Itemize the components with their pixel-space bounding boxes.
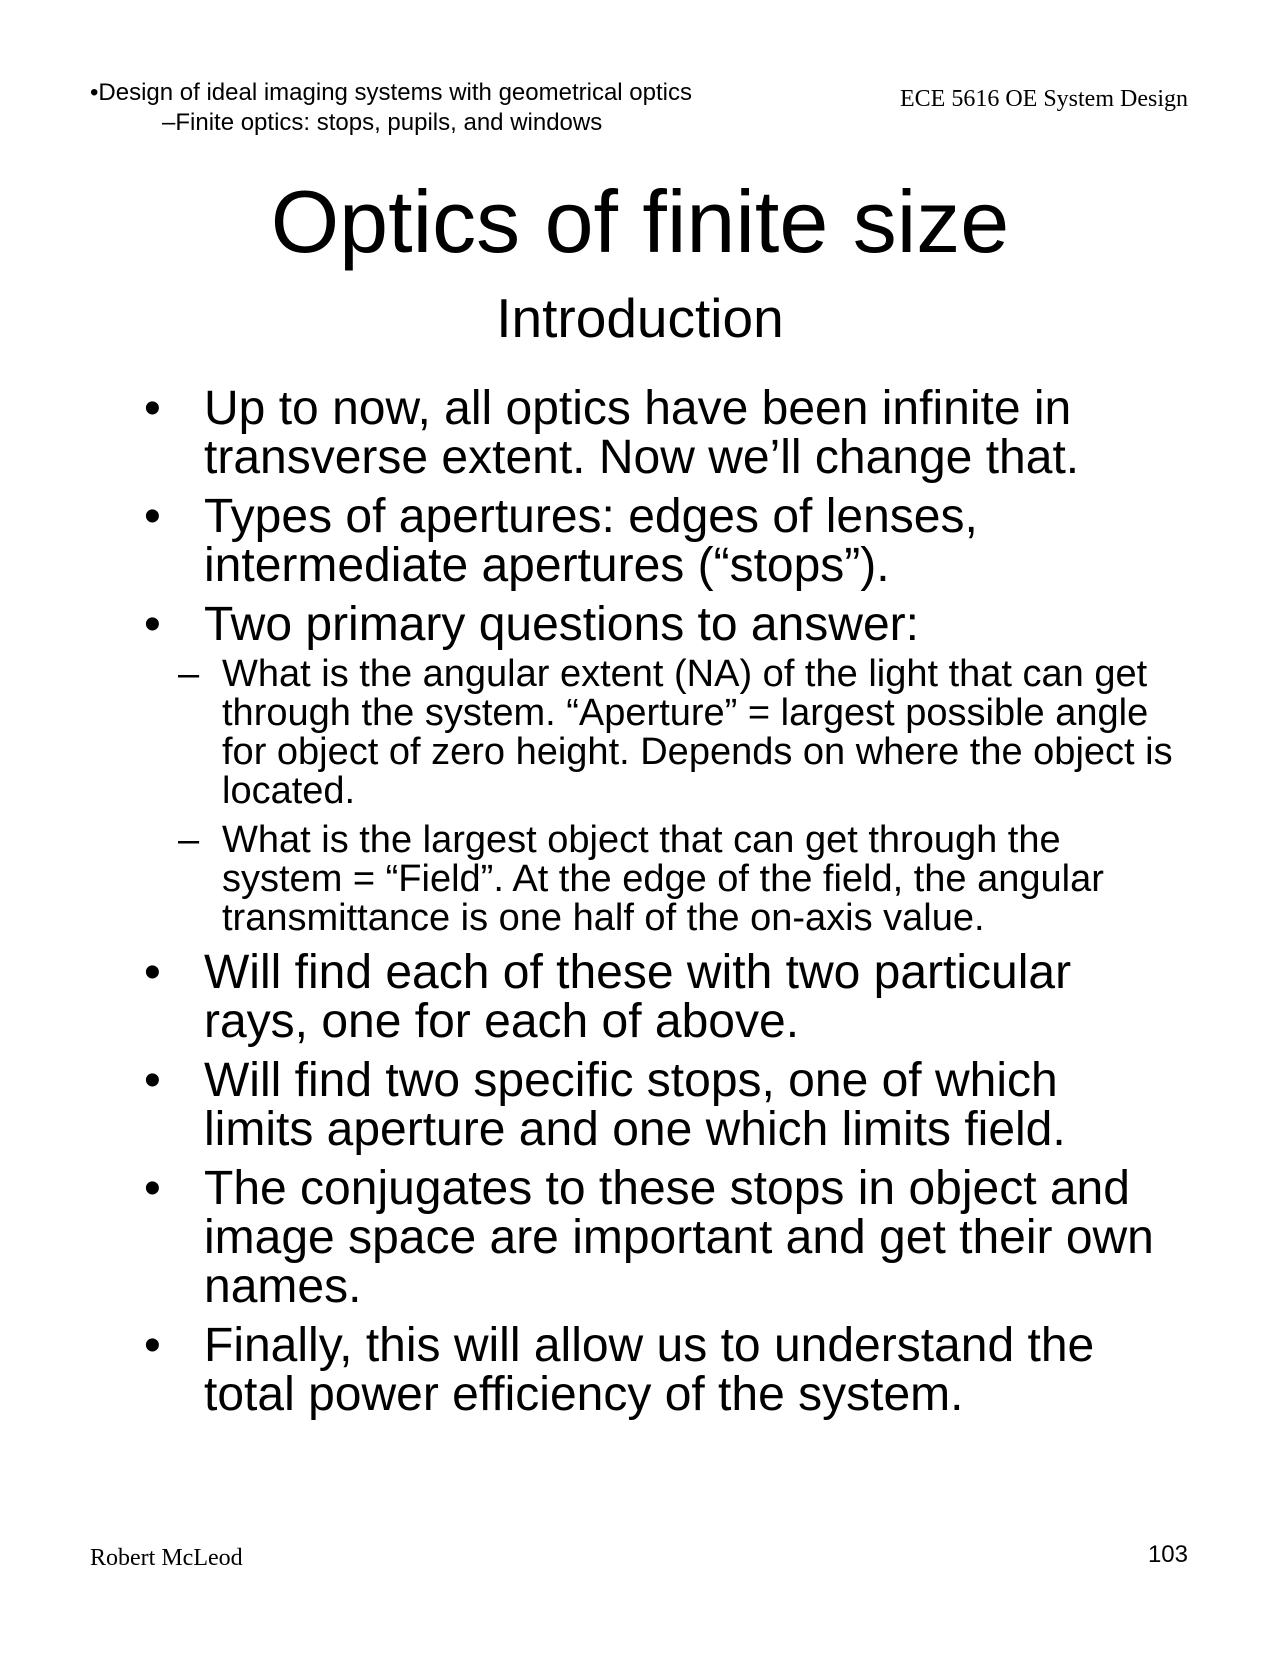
header-topic-line: •Design of ideal imaging systems with geometrical optics <box>90 79 692 106</box>
bullet-item <box>140 492 1180 590</box>
author-name: Robert McLeod <box>90 1545 243 1571</box>
bullet-item <box>140 600 1180 938</box>
sub-bullet-item <box>156 655 1180 811</box>
page-title: Optics of finite size <box>270 172 1010 271</box>
bullet-item <box>140 1321 1180 1419</box>
sub-bullet-text: What is the angular extent (NA) of the light that can get through the system. “Aperture” = largest possible angle for object of zero height. Depends on where the object is located. <box>222 653 1173 812</box>
bullet-marker: • <box>144 382 161 435</box>
bullet-item <box>140 384 1180 482</box>
dash-marker: – <box>178 653 200 695</box>
bullet-marker: • <box>144 946 161 999</box>
dash-marker: – <box>178 819 200 861</box>
sub-bullet-text: What is the largest object that can get through the system = “Field”. At the edge of the field, the angular transmittance is one half of the on-axis value. <box>222 819 1104 939</box>
bullet-text: Types of apertures: edges of lenses, intermediate apertures (“stops”). <box>204 490 978 592</box>
page-subtitle: Introduction <box>496 287 784 349</box>
bullet-marker: • <box>144 598 161 651</box>
course-title: ECE 5616 OE System Design <box>900 86 1188 112</box>
bullet-text: The conjugates to these stops in object and image space are important and get their own names. <box>204 1162 1154 1313</box>
page-number: 103 <box>1147 1541 1188 1568</box>
bullet-item <box>140 1056 1180 1154</box>
bullet-text: Two primary questions to answer: <box>204 598 919 651</box>
sub-bullet-list <box>178 653 1180 939</box>
bullet-list <box>140 384 1180 1429</box>
bullet-marker: • <box>144 490 161 543</box>
bullet-text: Up to now, all optics have been infinite in transverse extent. Now we’ll change that. <box>204 382 1080 484</box>
bullet-text: Finally, this will allow us to understand the total power efficiency of the system. <box>204 1319 1095 1421</box>
bullet-text: Will find each of these with two particular rays, one for each of above. <box>204 946 1072 1048</box>
bullet-item <box>140 1164 1180 1311</box>
bullet-text: Will find two specific stops, one of which limits aperture and one which limits field. <box>204 1054 1066 1156</box>
header-subtopic-line: –Finite optics: stops, pupils, and windows <box>162 109 603 136</box>
bullet-item <box>140 948 1180 1046</box>
bullet-marker: • <box>144 1054 161 1107</box>
sub-bullet-item <box>156 821 1180 938</box>
header-topic <box>90 78 692 138</box>
bullet-marker: • <box>144 1319 161 1372</box>
bullet-marker: • <box>144 1162 161 1215</box>
